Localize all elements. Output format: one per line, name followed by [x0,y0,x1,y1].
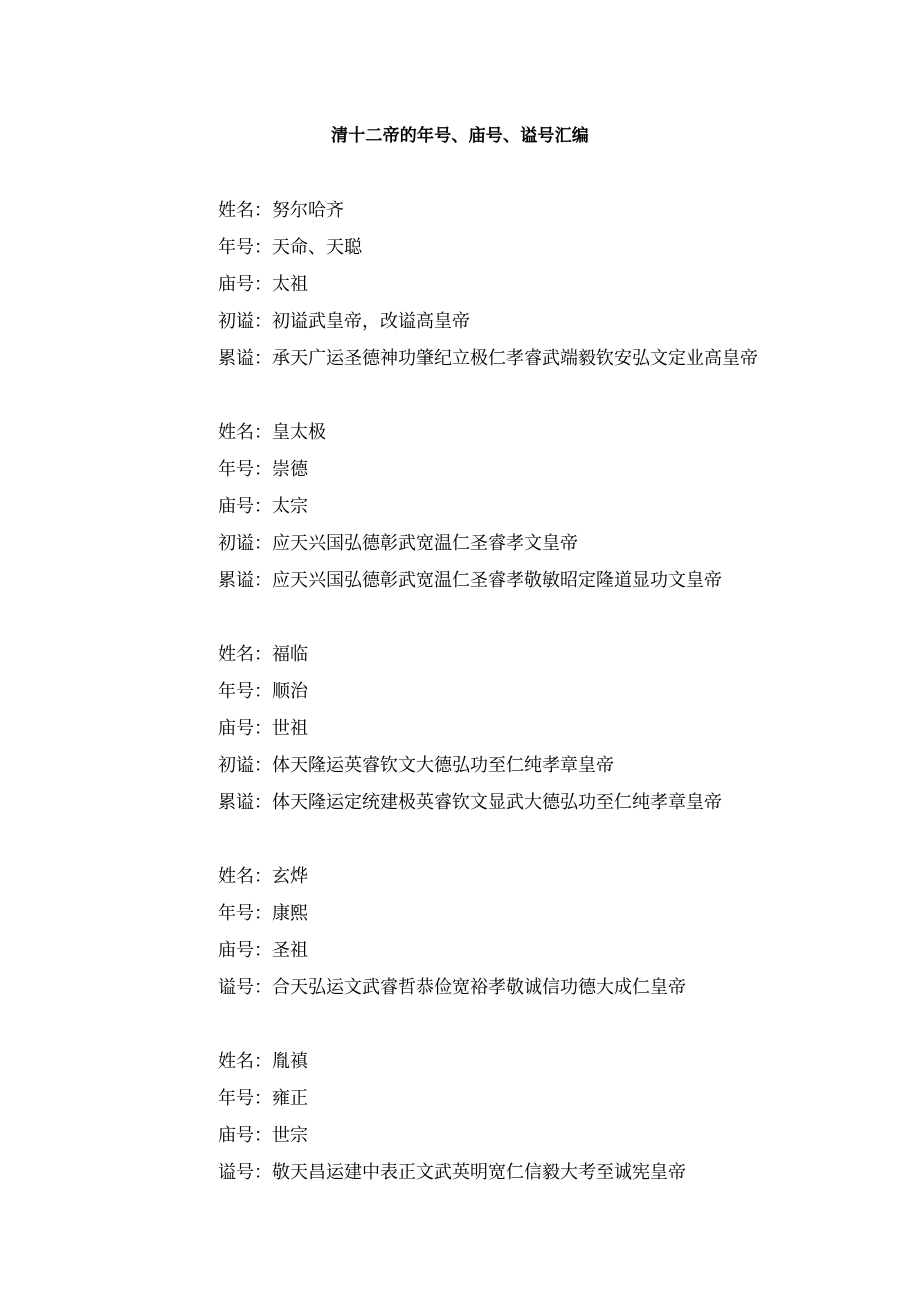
temple-name-row [218,938,878,975]
name-row [218,1049,878,1086]
field-label: 庙号： [218,940,272,961]
field-value: 太宗 [272,496,308,517]
field-value: 应天兴国弘德彰武宽温仁圣睿孝文皇帝 [272,533,578,554]
name-row [218,864,878,901]
initial-posthumous-name-row [218,531,878,568]
field-value: 天命、天聪 [272,237,362,258]
field-value: 合天弘运文武睿哲恭俭宽裕孝敬诚信功德大成仁皇帝 [272,977,686,998]
temple-name-row [218,272,878,309]
era-name-row [218,457,878,494]
initial-posthumous-name-row [218,309,878,346]
field-value: 世宗 [272,1125,308,1146]
field-label: 姓名： [218,1051,272,1072]
field-label: 初谥： [218,533,272,554]
field-label: 累谥： [218,348,272,369]
field-value: 承天广运圣德神功肇纪立极仁孝睿武端毅钦安弘文定业高皇帝 [272,348,758,369]
field-value: 雍正 [272,1088,308,1109]
temple-name-row [218,716,878,753]
era-name-row [218,235,878,272]
field-value: 玄烨 [272,866,308,887]
full-posthumous-name-row [218,568,878,605]
field-label: 初谥： [218,311,272,332]
era-name-row [218,679,878,716]
field-value: 体天隆运英睿钦文大德弘功至仁纯孝章皇帝 [272,755,614,776]
field-value: 世祖 [272,718,308,739]
field-value: 体天隆运定统建极英睿钦文显武大德弘功至仁纯孝章皇帝 [272,792,722,813]
field-label: 年号： [218,903,272,924]
field-label: 年号： [218,237,272,258]
field-label: 年号： [218,459,272,480]
emperor-list [218,198,878,1234]
name-row [218,420,878,457]
field-label: 姓名： [218,422,272,443]
era-name-row [218,1086,878,1123]
field-value: 努尔哈齐 [272,200,344,221]
full-posthumous-name-row [218,790,878,827]
emperor-entry-fulin [218,642,878,827]
field-value: 圣祖 [272,940,308,961]
document-title: 清十二帝的年号、庙号、谥号汇编 [331,126,589,146]
field-value: 应天兴国弘德彰武宽温仁圣睿孝敬敏昭定隆道显功文皇帝 [272,570,722,591]
field-label: 年号： [218,1088,272,1109]
field-value: 皇太极 [272,422,326,443]
emperor-entry-xuanye [218,864,878,1012]
field-value: 康熙 [272,903,308,924]
full-posthumous-name-row [218,346,878,383]
temple-name-row [218,494,878,531]
field-value: 崇德 [272,459,308,480]
field-value: 敬天昌运建中表正文武英明宽仁信毅大考至诚宪皇帝 [272,1162,686,1183]
field-label: 初谥： [218,755,272,776]
era-name-row [218,901,878,938]
field-label: 姓名： [218,644,272,665]
field-label: 谥号： [218,977,272,998]
field-label: 年号： [218,681,272,702]
field-label: 姓名： [218,866,272,887]
field-value: 福临 [272,644,308,665]
emperor-entry-nurhaci [218,198,878,383]
field-label: 谥号： [218,1162,272,1183]
field-label: 庙号： [218,496,272,517]
field-value: 胤禛 [272,1051,308,1072]
field-value: 初谥武皇帝，改谥高皇帝 [272,311,470,332]
field-label: 庙号： [218,1125,272,1146]
field-label: 姓名： [218,200,272,221]
name-row [218,642,878,679]
field-label: 累谥： [218,792,272,813]
emperor-entry-yinzhen [218,1049,878,1197]
field-label: 庙号： [218,718,272,739]
initial-posthumous-name-row [218,753,878,790]
field-label: 庙号： [218,274,272,295]
posthumous-name-row [218,975,878,1012]
field-value: 顺治 [272,681,308,702]
posthumous-name-row [218,1160,878,1197]
emperor-entry-hong-taiji [218,420,878,605]
temple-name-row [218,1123,878,1160]
field-value: 太祖 [272,274,308,295]
name-row [218,198,878,235]
field-label: 累谥： [218,570,272,591]
